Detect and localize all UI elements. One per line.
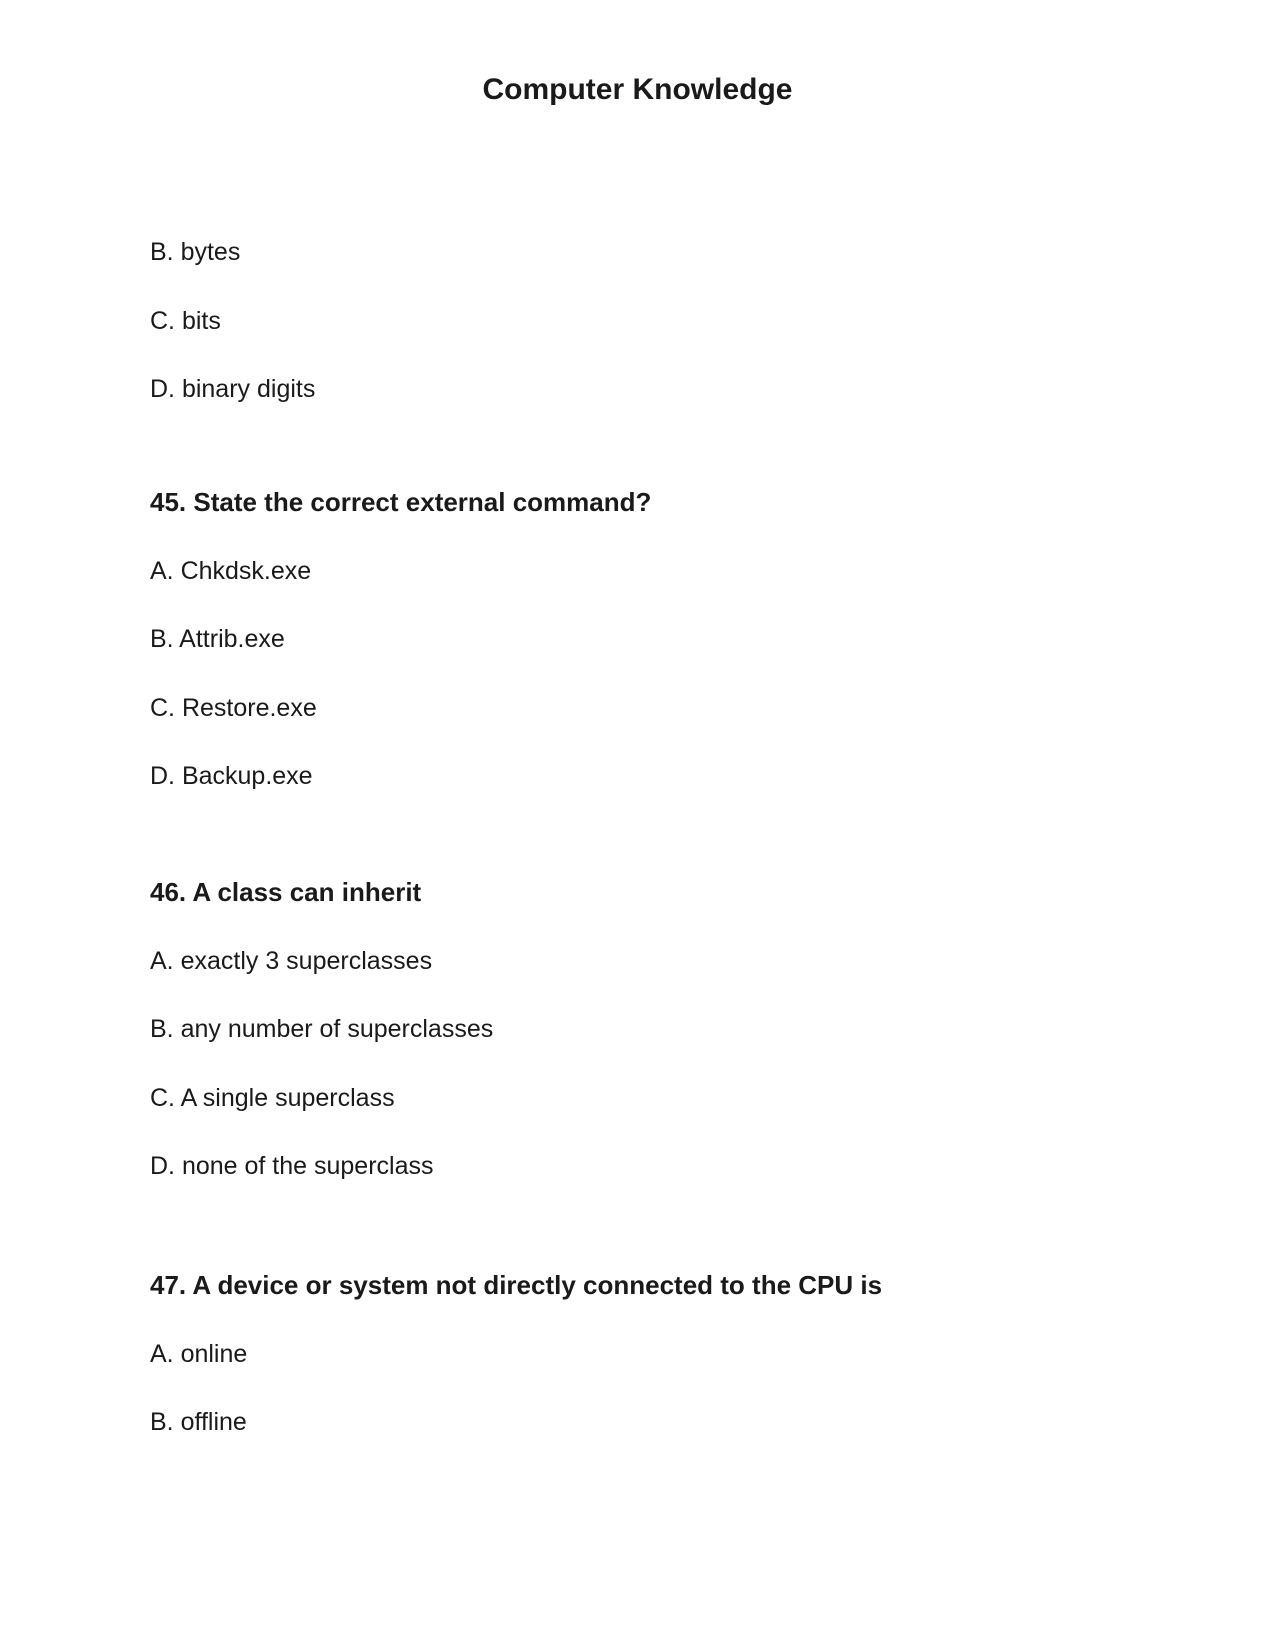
page-title: Computer Knowledge: [482, 73, 793, 106]
question-47-option-a: A. online: [150, 1340, 248, 1368]
question-46-option-c: C. A single superclass: [150, 1084, 395, 1112]
question-46-option-b: B. any number of superclasses: [150, 1015, 494, 1043]
question-45-option-a: A. Chkdsk.exe: [150, 557, 312, 585]
carryover-option-c: C. bits: [150, 307, 221, 335]
carryover-option-d: D. binary digits: [150, 375, 316, 403]
question-47-option-b: B. offline: [150, 1408, 247, 1436]
question-45-option-b: B. Attrib.exe: [150, 625, 285, 653]
question-46: 46. A class can inherit: [150, 877, 422, 907]
question-46-option-a: A. exactly 3 superclasses: [150, 947, 433, 975]
question-47: 47. A device or system not directly connected to the CPU is: [150, 1270, 883, 1300]
question-45: 45. State the correct external command?: [150, 487, 652, 517]
question-45-option-c: C. Restore.exe: [150, 694, 317, 722]
question-46-option-d: D. none of the superclass: [150, 1152, 434, 1180]
question-45-option-d: D. Backup.exe: [150, 762, 313, 790]
carryover-option-b: B. bytes: [150, 238, 241, 266]
